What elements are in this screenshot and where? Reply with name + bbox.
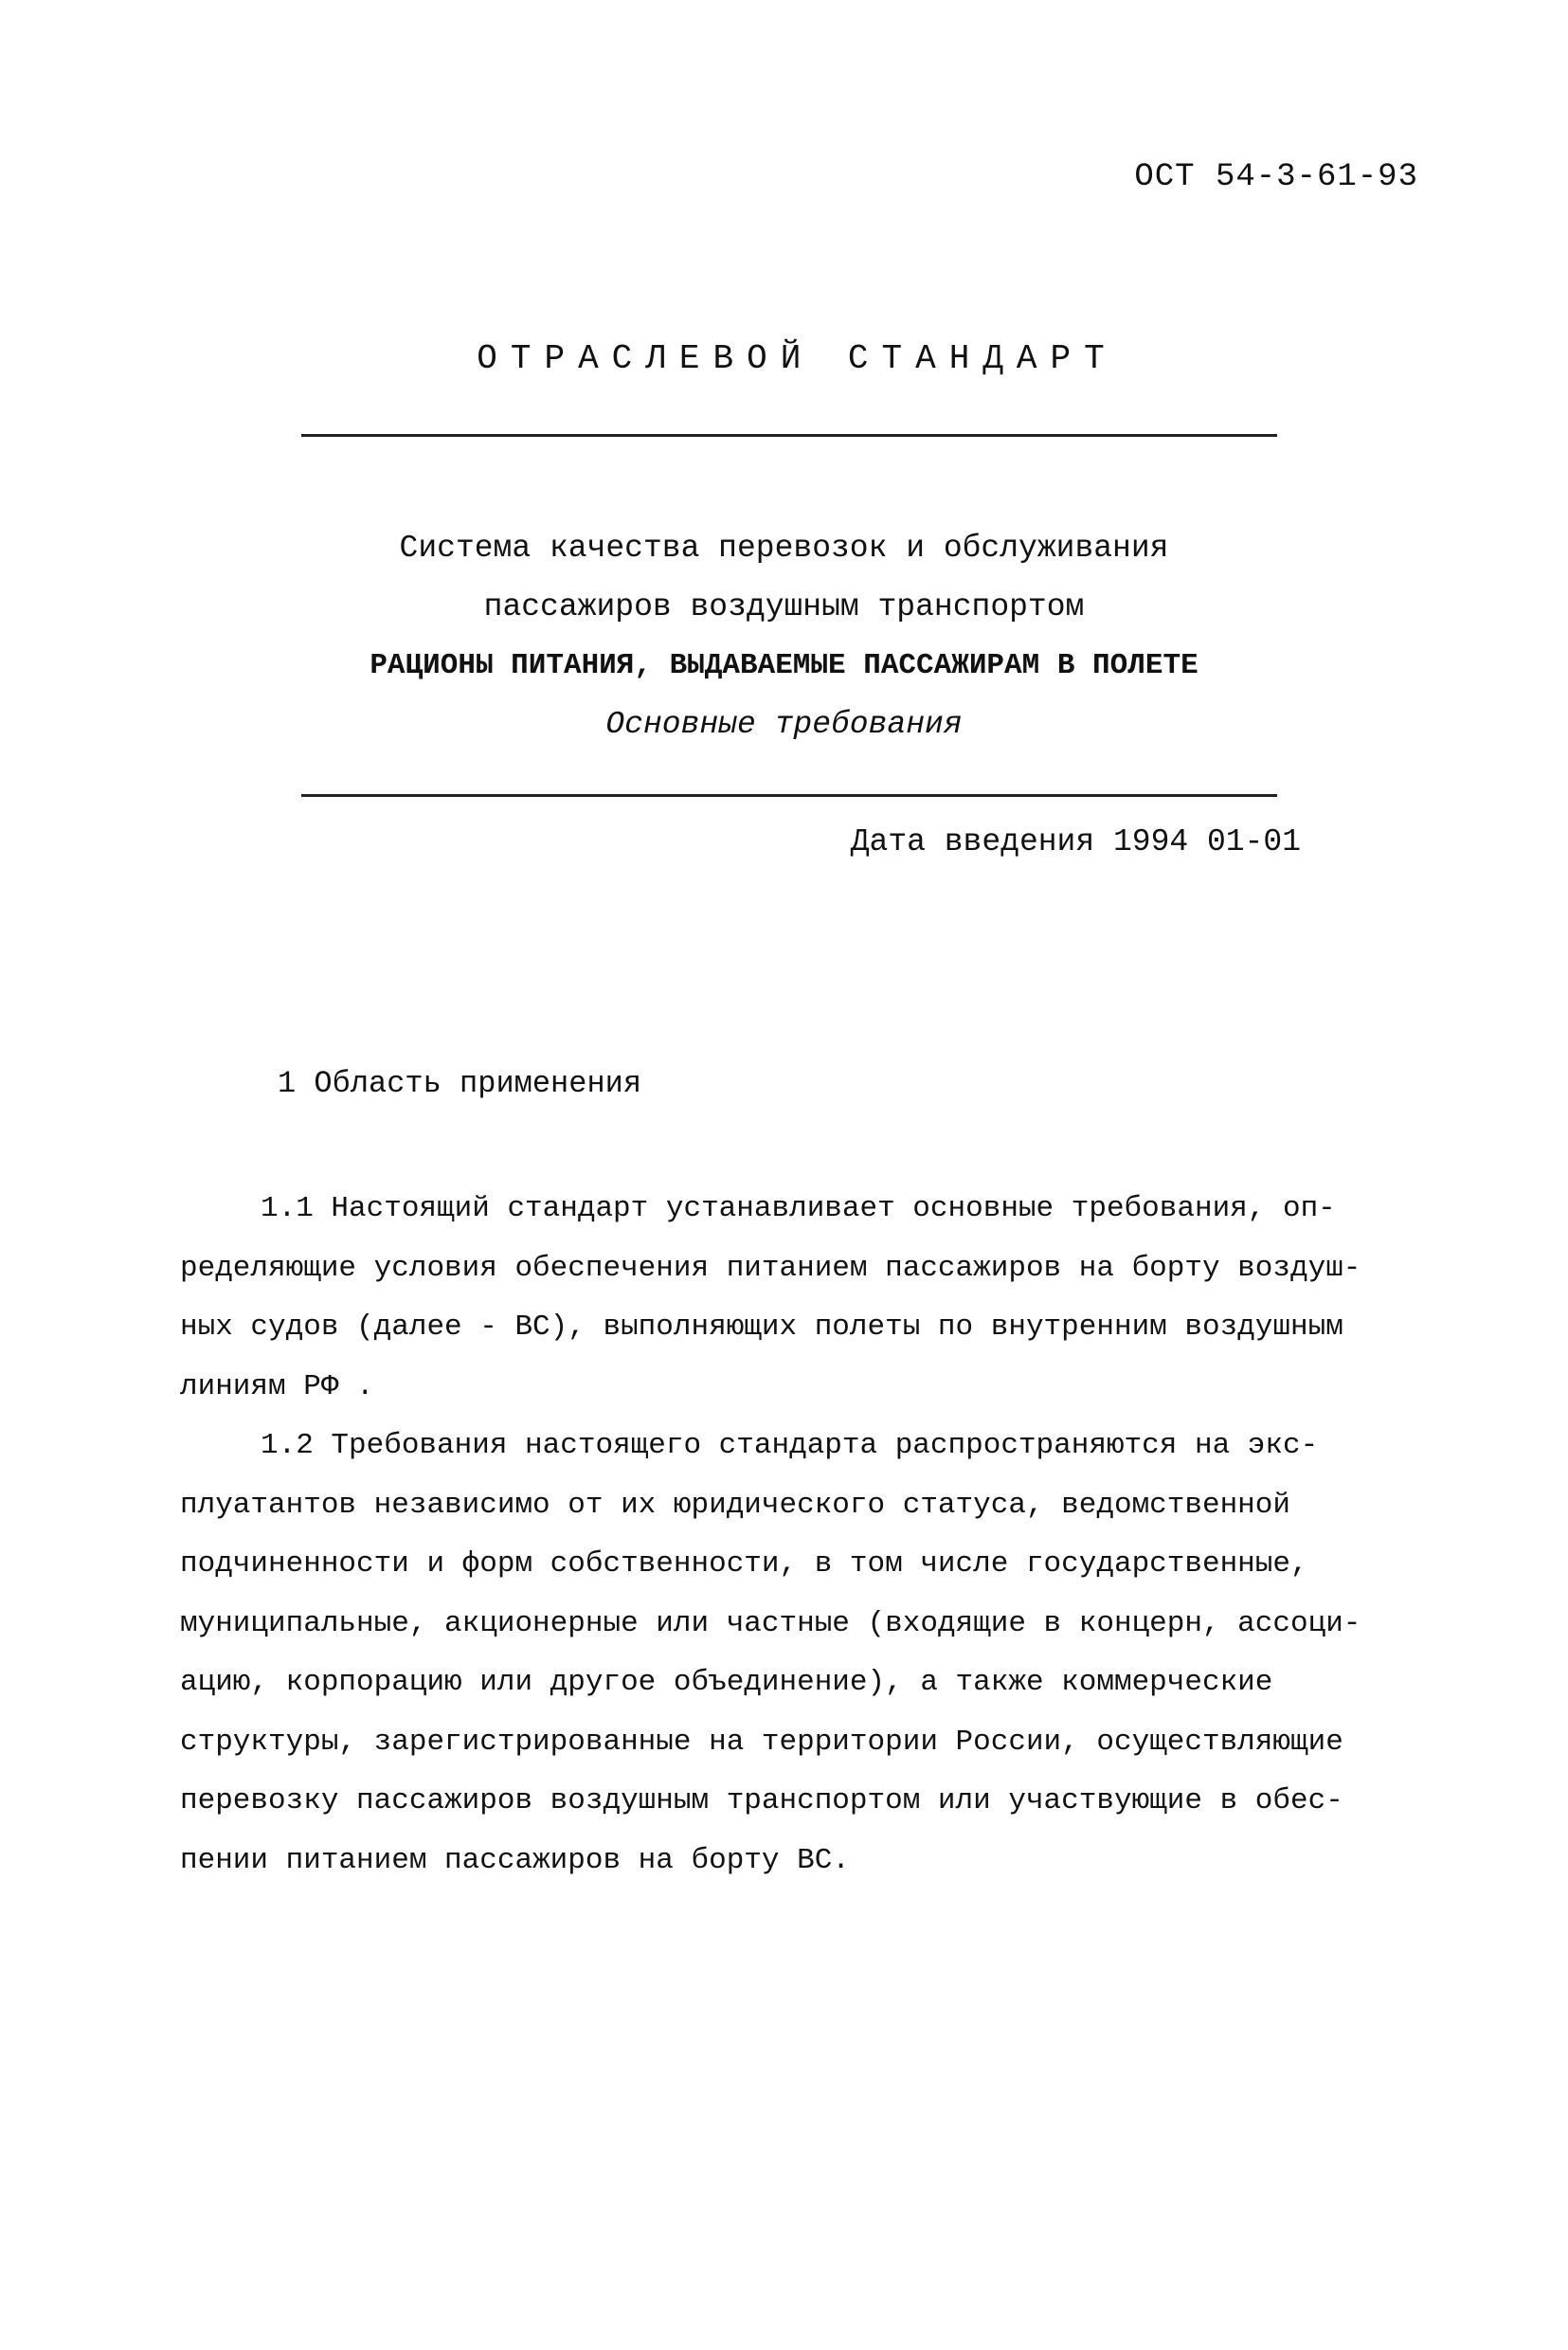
title-line-subtitle: Основные требования [605, 707, 963, 742]
standard-heading: ОТРАСЛЕВОЙ СТАНДАРТ [477, 339, 1118, 378]
body-line: муниципальные, акционерные или частные (входящие в концерн, ассоци- [180, 1606, 1361, 1640]
section-heading: 1 Область применения [278, 1066, 642, 1101]
top-divider [301, 434, 1277, 437]
bottom-divider [301, 794, 1277, 797]
title-line-system: Система качества перевозок и обслуживания [399, 531, 1169, 566]
body-line: 1.1 Настоящий стандарт устанавливает основные требования, оп- [261, 1192, 1336, 1225]
section-body [180, 1180, 1388, 1890]
body-line: пении питанием пассажиров на борту ВС. [180, 1843, 850, 1877]
body-line: перевозку пассажиров воздушным транспортом или участвующие в обес- [180, 1784, 1343, 1817]
body-line: ацию, корпорацию или другое объединение), а также коммерческие [180, 1666, 1273, 1699]
body-line: ределяющие условия обеспечения питанием пассажиров на борту воздуш- [180, 1251, 1361, 1285]
document-code: ОСТ 54-3-61-93 [1134, 159, 1418, 195]
body-line: структуры, зарегистрированные на территории России, осуществляющие [180, 1725, 1343, 1759]
body-line: плуатантов независимо от их юридического статуса, ведомственной [180, 1488, 1290, 1522]
title-block [0, 519, 1568, 754]
body-line: подчиненности и форм собственности, в том числе государственные, [180, 1547, 1308, 1581]
body-line: 1.2 Требования настоящего стандарта распространяются на экс- [261, 1429, 1319, 1462]
body-line: ных судов (далее - ВС), выполняющих полеты по внутренним воздушным [180, 1311, 1343, 1344]
title-line-main: РАЦИОНЫ ПИТАНИЯ, ВЫДАВАЕМЫЕ ПАССАЖИРАМ В ПОЛЕТЕ [369, 649, 1199, 682]
title-line-passengers: пассажиров воздушным транспортом [483, 589, 1085, 624]
introduction-date: Дата введения 1994 01-01 [850, 824, 1301, 859]
body-line: линиям РФ . [180, 1369, 374, 1403]
